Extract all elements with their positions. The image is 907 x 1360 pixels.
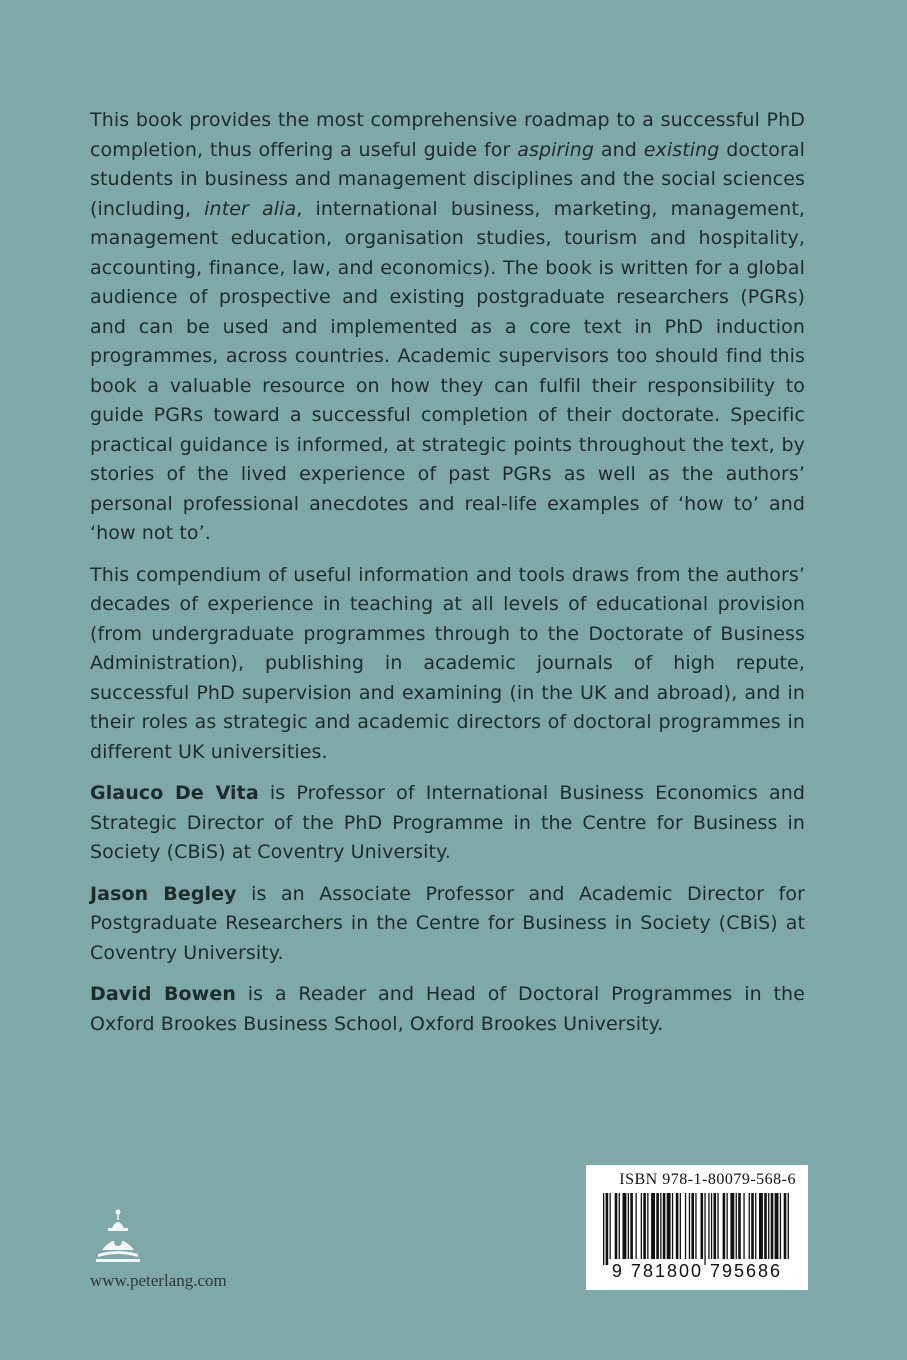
barcode-bar — [749, 1193, 750, 1259]
barcode-bar — [647, 1193, 648, 1259]
isbn-label: ISBN 978-1-80079-568-6 — [619, 1171, 796, 1188]
author-bio-1: Glauco De Vita is Professor of International Business Economics and Strategic Director of the PhD Programme in the Centre for Business in Society (CBiS) at Coventry University. — [90, 782, 805, 863]
barcode-bar — [701, 1193, 704, 1259]
barcode-bar — [603, 1193, 604, 1265]
barcode-bar — [680, 1193, 681, 1259]
author-name: David Bowen — [90, 983, 236, 1005]
barcode-bar — [711, 1193, 712, 1259]
barcode-bar — [788, 1193, 789, 1259]
barcode-bar — [689, 1193, 690, 1259]
barcode-bar — [660, 1193, 661, 1259]
author-name: Glauco De Vita — [90, 782, 259, 804]
barcode-bar — [676, 1193, 679, 1259]
author-name: Jason Begley — [90, 882, 237, 905]
barcode-bar — [619, 1193, 620, 1259]
barcode-bar — [641, 1193, 642, 1259]
barcode-bar — [738, 1193, 741, 1259]
barcode-bar — [759, 1193, 763, 1259]
barcode — [599, 1193, 795, 1265]
barcode-bar — [695, 1193, 696, 1259]
barcode-bar — [755, 1193, 756, 1259]
barcode-bar — [651, 1193, 655, 1259]
barcode-bar — [723, 1193, 726, 1259]
barcode-bar — [743, 1193, 744, 1259]
barcode-bar — [784, 1193, 787, 1259]
barcode-bar — [643, 1193, 646, 1259]
barcode-bar — [672, 1193, 673, 1259]
barcode-bar — [636, 1193, 637, 1259]
barcode-bar — [768, 1193, 769, 1259]
peter-lang-logo-icon — [88, 1206, 148, 1266]
barcode-bar — [667, 1193, 671, 1259]
barcode-digits: 9 781800 795686 — [611, 1261, 783, 1281]
barcode-bar — [691, 1193, 694, 1259]
barcode-bar — [764, 1193, 767, 1259]
barcode-bar — [775, 1193, 779, 1259]
barcode-bar — [704, 1193, 705, 1265]
author-bio-2: Jason Begley is an Associate Professor and Academic Director for Postgraduate Researchers in the Centre for Business in Society (CBiS) at Coventry University. — [90, 882, 805, 964]
barcode-bar — [736, 1193, 737, 1259]
barcode-box — [586, 1165, 808, 1290]
barcode-bar — [714, 1193, 717, 1259]
barcode-bar — [730, 1193, 734, 1259]
barcode-bar — [727, 1193, 728, 1259]
barcode-bar — [663, 1193, 666, 1259]
barcode-bar — [717, 1193, 718, 1259]
author-bio-3: David Bowen is a Reader and Head of Doctoral Programmes in the Oxford Brookes Business School, Oxford Brookes University. — [90, 983, 805, 1035]
barcode-bar — [708, 1193, 709, 1259]
barcode-bar — [623, 1193, 627, 1259]
back-cover-text — [90, 106, 805, 1051]
barcode-bar — [751, 1193, 754, 1259]
barcode-bar — [780, 1193, 781, 1259]
blurb-paragraph-1: This book provides the most comprehensive roadmap to a successful PhD completion, thus offering a useful guide for aspiring and existing doctoral students in business and management disciplines and the social sciences (including, inter alia, international business, marketing, management, management education, organisation studies, tourism and hospitality, accounting, finance, law, and economics). The book is written for a global audience of prospective and existing postgraduate researchers (PGRs) and can be used and implemented as a core text in PhD induction programmes, across countries. Academic supervisors too should find this book a valuable resource on how they can fulfil their responsibility to guide PGRs toward a successful completion of their doctorate. Specific practical guidance is informed, at strategic points throughout the text, by stories of the lived experience of past PGRs as well as the authors’ personal professional anecdotes and real-life examples of ‘how to’ and ‘how not to’. — [90, 109, 806, 544]
barcode-bar — [610, 1193, 611, 1259]
blurb-paragraph-2: This compendium of useful information and tools draws from the authors’ decades of experience in teaching at all levels of educational provision (from undergraduate programmes through to the Doctorate of Business Administration), publishing in academic journals of high repute, successful PhD supervision and examining (in the UK and abroad), and in their roles as strategic and academic directors of doctoral programmes in different UK universities. — [90, 563, 805, 763]
barcode-bar — [771, 1193, 774, 1259]
barcode-bar — [615, 1193, 618, 1259]
publisher-url[interactable]: www.peterlang.com — [90, 1271, 227, 1290]
barcode-bar — [685, 1193, 686, 1259]
barcode-bar — [606, 1193, 609, 1265]
barcode-bar — [656, 1193, 659, 1259]
barcode-bar — [630, 1193, 633, 1259]
barcode-bar — [628, 1193, 629, 1259]
